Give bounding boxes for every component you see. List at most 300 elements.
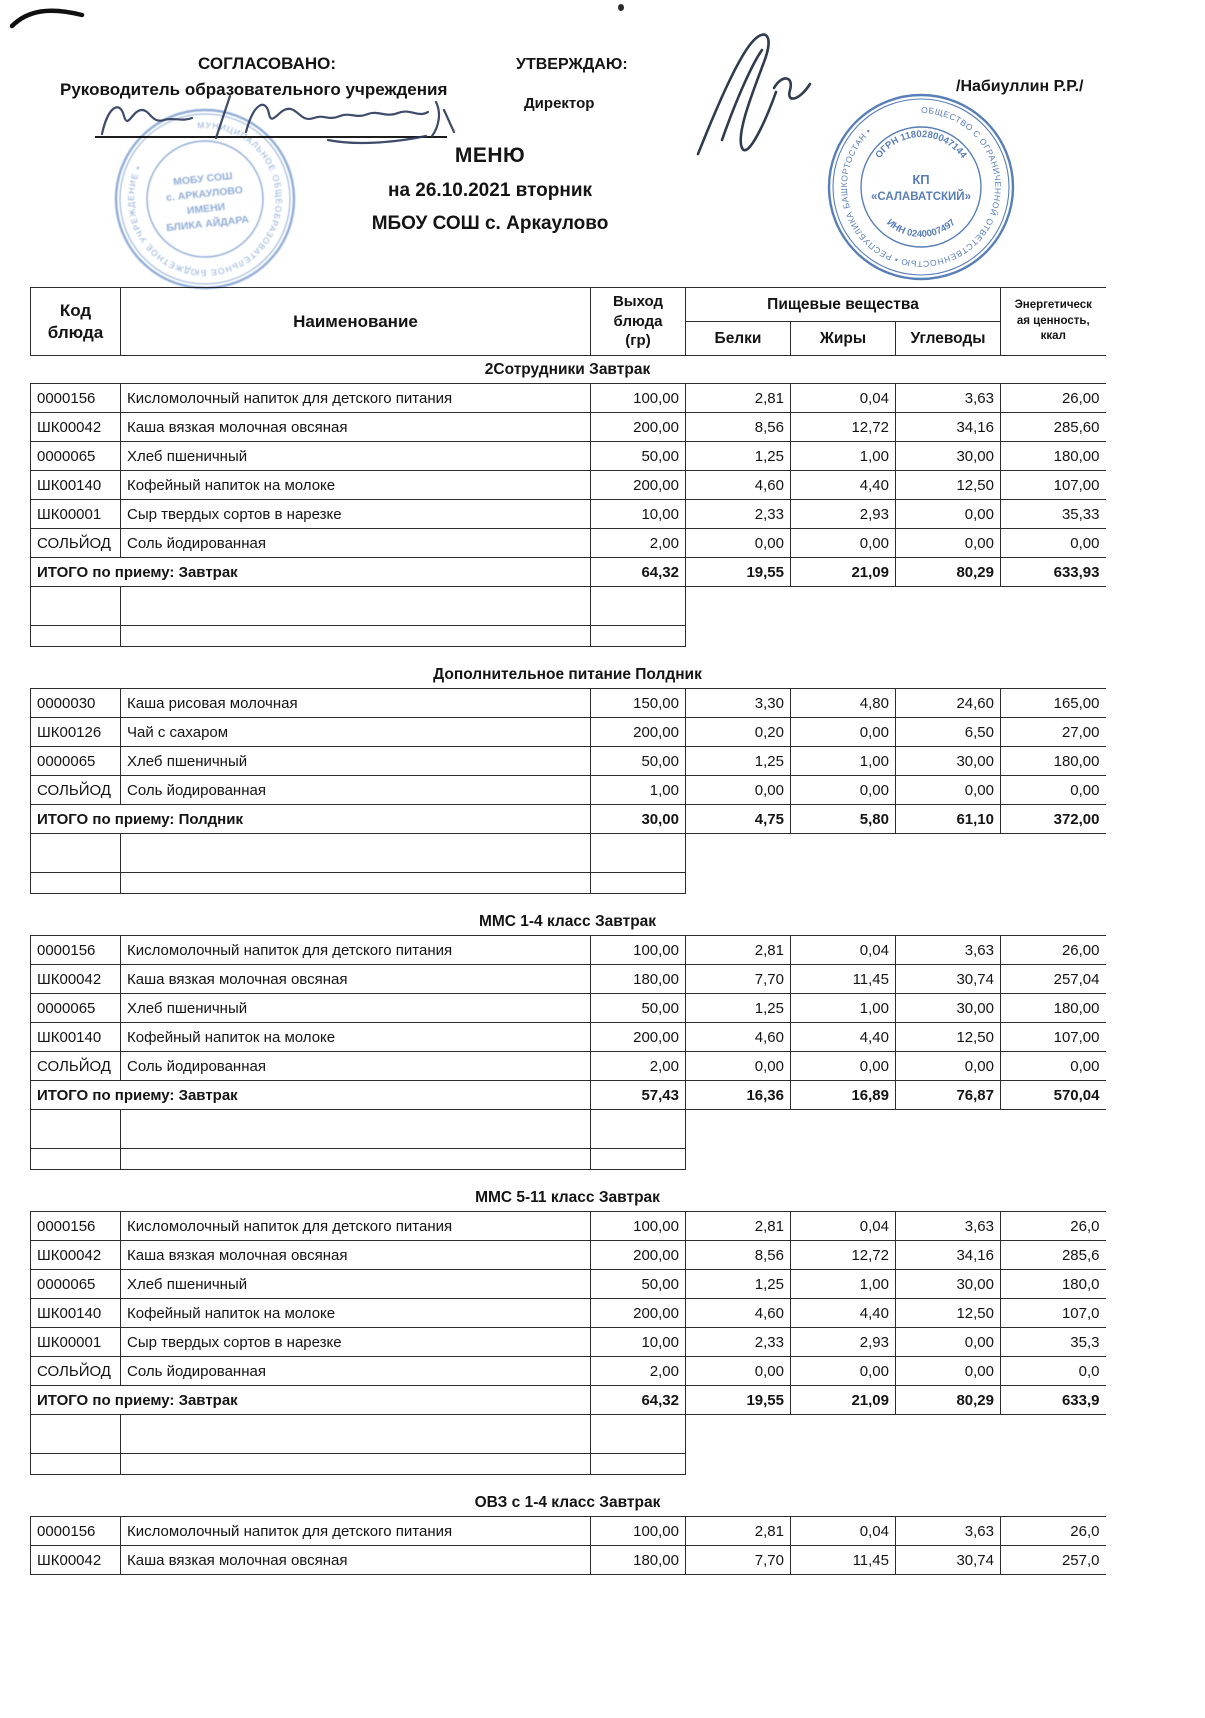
company-stamp-kp: КП xyxy=(912,172,930,187)
dish-row xyxy=(31,1270,1106,1299)
dish-energy: 257,0 xyxy=(1001,1546,1106,1575)
section-title: Дополнительное питание Полдник xyxy=(433,666,702,683)
dish-protein: 2,81 xyxy=(686,1517,791,1546)
dish-carbs: 30,00 xyxy=(896,994,1001,1023)
menu-section-table-2 xyxy=(30,935,1106,1170)
menu-header-table xyxy=(30,287,1106,356)
empty-cell-borderless xyxy=(686,873,1106,894)
dish-carbs: 30,74 xyxy=(896,965,1001,994)
dish-carbs: 12,50 xyxy=(896,1299,1001,1328)
total-row xyxy=(31,1386,1106,1415)
empty-cell xyxy=(591,587,686,626)
empty-cell xyxy=(121,834,591,873)
total-output: 57,43 xyxy=(591,1081,686,1110)
dish-name: Кофейный напиток на молоке xyxy=(121,1023,591,1052)
dish-energy: 26,0 xyxy=(1001,1212,1106,1241)
section-title: 2Сотрудники Завтрак xyxy=(484,361,651,378)
col-header-output-line1: Выход xyxy=(612,293,664,311)
dish-output: 150,00 xyxy=(591,689,686,718)
dish-carbs: 12,50 xyxy=(896,1023,1001,1052)
dish-carbs: 0,00 xyxy=(896,500,1001,529)
empty-row xyxy=(31,1110,1106,1149)
total-label: ИТОГО по приему: Завтрак xyxy=(31,1081,591,1110)
total-energy: 633,9 xyxy=(1001,1386,1106,1415)
dish-name: Каша рисовая молочная xyxy=(121,689,591,718)
dish-energy: 180,00 xyxy=(1001,994,1106,1023)
dish-protein: 0,00 xyxy=(686,529,791,558)
dish-row xyxy=(31,1212,1106,1241)
dish-output: 2,00 xyxy=(591,529,686,558)
dish-fat: 0,00 xyxy=(791,1357,896,1386)
empty-cell xyxy=(591,1454,686,1475)
dish-code: ШК00042 xyxy=(31,1241,121,1270)
dish-code: 0000065 xyxy=(31,994,121,1023)
empty-cell-borderless xyxy=(686,1454,1106,1475)
empty-cell xyxy=(591,1149,686,1170)
dish-output: 50,00 xyxy=(591,442,686,471)
empty-row xyxy=(31,1454,1106,1475)
dish-output: 2,00 xyxy=(591,1052,686,1081)
empty-cell xyxy=(31,587,121,626)
menu-section-table-1 xyxy=(30,688,1106,894)
dish-output: 200,00 xyxy=(591,718,686,747)
approved-role-label: Директор xyxy=(524,95,595,112)
dish-name: Каша вязкая молочная овсяная xyxy=(121,965,591,994)
col-header-energy-line1: Энергетическ xyxy=(1014,299,1092,312)
menu-sections xyxy=(30,356,1135,1575)
dish-output: 50,00 xyxy=(591,747,686,776)
dish-protein: 1,25 xyxy=(686,994,791,1023)
menu-body xyxy=(30,287,1135,1575)
section-title: ММС 1-4 класс Завтрак xyxy=(478,913,657,930)
empty-cell xyxy=(121,626,591,647)
empty-cell xyxy=(31,834,121,873)
total-protein: 19,55 xyxy=(686,558,791,587)
dish-carbs: 0,00 xyxy=(896,1328,1001,1357)
empty-cell xyxy=(121,1415,591,1454)
dish-name: Кисломолочный напиток для детского питания xyxy=(121,936,591,965)
dish-name: Соль йодированная xyxy=(121,1052,591,1081)
dish-name: Кофейный напиток на молоке xyxy=(121,471,591,500)
dish-energy: 0,0 xyxy=(1001,1357,1106,1386)
school-stamp-ring-text: МУНИЦИПАЛЬНОЕ ОБЩЕОБРАЗОВАТЕЛЬНОЕ БЮДЖЕТНОЕ УЧРЕЖДЕНИЕ • xyxy=(125,119,285,279)
dish-output: 10,00 xyxy=(591,1328,686,1357)
dish-protein: 0,00 xyxy=(686,1357,791,1386)
dish-fat: 1,00 xyxy=(791,747,896,776)
dish-fat: 4,40 xyxy=(791,1299,896,1328)
dish-row xyxy=(31,529,1106,558)
dish-protein: 2,81 xyxy=(686,936,791,965)
dish-output: 180,00 xyxy=(591,965,686,994)
empty-cell xyxy=(31,873,121,894)
dish-code: СОЛЬЙОД xyxy=(31,1357,121,1386)
dish-protein: 7,70 xyxy=(686,965,791,994)
dish-fat: 1,00 xyxy=(791,442,896,471)
dish-code: ШК00140 xyxy=(31,1023,121,1052)
total-label: ИТОГО по приему: Полдник xyxy=(31,805,591,834)
total-carbs: 61,10 xyxy=(896,805,1001,834)
total-row xyxy=(31,558,1106,587)
total-carbs: 80,29 xyxy=(896,558,1001,587)
dish-carbs: 0,00 xyxy=(896,1052,1001,1081)
dish-energy: 27,00 xyxy=(1001,718,1106,747)
col-header-energy-line3: ккал xyxy=(1040,330,1066,343)
dish-carbs: 34,16 xyxy=(896,413,1001,442)
dish-row xyxy=(31,471,1106,500)
dish-protein: 0,00 xyxy=(686,776,791,805)
empty-cell xyxy=(591,626,686,647)
dish-row xyxy=(31,776,1106,805)
total-energy: 372,00 xyxy=(1001,805,1106,834)
dish-carbs: 3,63 xyxy=(896,384,1001,413)
dish-row xyxy=(31,994,1106,1023)
dish-output: 1,00 xyxy=(591,776,686,805)
empty-cell xyxy=(121,587,591,626)
dish-protein: 4,60 xyxy=(686,1023,791,1052)
dish-fat: 0,04 xyxy=(791,1517,896,1546)
dish-name: Хлеб пшеничный xyxy=(121,747,591,776)
total-fat: 5,80 xyxy=(791,805,896,834)
dish-row xyxy=(31,500,1106,529)
dish-name: Кисломолочный напиток для детского питания xyxy=(121,384,591,413)
dish-protein: 0,20 xyxy=(686,718,791,747)
col-header-nutrients: Пищевые вещества xyxy=(686,288,1001,322)
dish-protein: 1,25 xyxy=(686,747,791,776)
dish-row xyxy=(31,1546,1106,1575)
dish-code: 0000065 xyxy=(31,442,121,471)
dish-output: 200,00 xyxy=(591,413,686,442)
dish-name: Соль йодированная xyxy=(121,776,591,805)
dish-name: Каша вязкая молочная овсяная xyxy=(121,1241,591,1270)
dish-fat: 0,04 xyxy=(791,936,896,965)
dish-name: Кисломолочный напиток для детского питания xyxy=(121,1517,591,1546)
menu-title: МЕНЮ xyxy=(454,144,526,167)
dish-code: 0000156 xyxy=(31,1212,121,1241)
dish-energy: 26,00 xyxy=(1001,936,1106,965)
empty-row xyxy=(31,1149,1106,1170)
dish-fat: 0,04 xyxy=(791,384,896,413)
dish-row xyxy=(31,718,1106,747)
dish-fat: 2,93 xyxy=(791,500,896,529)
dish-row xyxy=(31,747,1106,776)
dish-row xyxy=(31,1241,1106,1270)
empty-row xyxy=(31,1415,1106,1454)
dish-output: 200,00 xyxy=(591,1241,686,1270)
dish-fat: 2,93 xyxy=(791,1328,896,1357)
total-output: 30,00 xyxy=(591,805,686,834)
total-output: 64,32 xyxy=(591,558,686,587)
dish-energy: 180,00 xyxy=(1001,747,1106,776)
dish-energy: 180,00 xyxy=(1001,442,1106,471)
dish-code: ШК00042 xyxy=(31,965,121,994)
dish-output: 10,00 xyxy=(591,500,686,529)
dish-name: Соль йодированная xyxy=(121,529,591,558)
dish-fat: 4,40 xyxy=(791,471,896,500)
dish-carbs: 24,60 xyxy=(896,689,1001,718)
dish-name: Каша вязкая молочная овсяная xyxy=(121,413,591,442)
dish-protein: 1,25 xyxy=(686,442,791,471)
col-header-fat: Жиры xyxy=(791,322,896,356)
company-stamp-ring-text: ОБЩЕСТВО С ОГРАНИЧЕННОЙ ОТВЕТСТВЕННОСТЬЮ • РЕСПУБЛИКА БАШКОРТОСТАН • xyxy=(838,104,1004,270)
dish-protein: 0,00 xyxy=(686,1052,791,1081)
dish-name: Соль йодированная xyxy=(121,1357,591,1386)
dish-row xyxy=(31,1357,1106,1386)
total-row xyxy=(31,1081,1106,1110)
dish-fat: 11,45 xyxy=(791,965,896,994)
dish-row xyxy=(31,965,1106,994)
signature-principal xyxy=(88,88,468,152)
dish-code: 0000030 xyxy=(31,689,121,718)
total-fat: 21,09 xyxy=(791,1386,896,1415)
empty-row xyxy=(31,626,1106,647)
total-energy: 570,04 xyxy=(1001,1081,1106,1110)
dish-protein: 8,56 xyxy=(686,413,791,442)
dish-code: ШК00140 xyxy=(31,471,121,500)
dish-carbs: 3,63 xyxy=(896,1517,1001,1546)
dish-output: 100,00 xyxy=(591,1212,686,1241)
dish-protein: 4,60 xyxy=(686,1299,791,1328)
empty-cell-borderless xyxy=(686,587,1106,626)
menu-date: на 26.10.2021 вторник xyxy=(387,180,593,201)
dish-code: 0000065 xyxy=(31,747,121,776)
dish-carbs: 6,50 xyxy=(896,718,1001,747)
company-stamp-inn: ИНН 0240007497 xyxy=(884,217,958,241)
dish-row xyxy=(31,1328,1106,1357)
col-header-energy-line2: ая ценность, xyxy=(1016,314,1090,327)
dish-fat: 12,72 xyxy=(791,413,896,442)
dish-code: 0000156 xyxy=(31,936,121,965)
dish-name: Каша вязкая молочная овсяная xyxy=(121,1546,591,1575)
empty-cell xyxy=(31,1415,121,1454)
dish-energy: 107,0 xyxy=(1001,1299,1106,1328)
dish-carbs: 34,16 xyxy=(896,1241,1001,1270)
menu-school: МБОУ СОШ с. Аркаулово xyxy=(371,213,609,234)
empty-cell xyxy=(31,1454,121,1475)
dish-carbs: 3,63 xyxy=(896,936,1001,965)
dish-energy: 0,00 xyxy=(1001,529,1106,558)
dish-protein: 2,33 xyxy=(686,1328,791,1357)
dish-row xyxy=(31,413,1106,442)
dish-carbs: 3,63 xyxy=(896,1212,1001,1241)
col-header-energy xyxy=(1001,288,1106,356)
col-header-code-line2: блюда xyxy=(47,322,104,342)
section-title: ММС 5-11 класс Завтрак xyxy=(475,1189,660,1206)
dish-code: ШК00140 xyxy=(31,1299,121,1328)
dish-carbs: 30,00 xyxy=(896,1270,1001,1299)
dish-name: Кофейный напиток на молоке xyxy=(121,1299,591,1328)
empty-cell xyxy=(31,1149,121,1170)
dish-carbs: 0,00 xyxy=(896,776,1001,805)
total-protein: 4,75 xyxy=(686,805,791,834)
empty-row xyxy=(31,587,1106,626)
empty-row xyxy=(31,873,1106,894)
dish-output: 100,00 xyxy=(591,384,686,413)
dish-code: СОЛЬЙОД xyxy=(31,776,121,805)
col-header-protein: Белки xyxy=(686,322,791,356)
empty-cell-borderless xyxy=(686,834,1106,873)
dish-output: 180,00 xyxy=(591,1546,686,1575)
agreed-role-label: Руководитель образовательного учреждения xyxy=(60,80,448,99)
empty-cell xyxy=(31,1110,121,1149)
dish-output: 100,00 xyxy=(591,936,686,965)
dish-fat: 0,00 xyxy=(791,529,896,558)
section-title: ОВЗ с 1-4 класс Завтрак xyxy=(474,1494,661,1511)
empty-cell-borderless xyxy=(686,1149,1106,1170)
dish-name: Кисломолочный напиток для детского питания xyxy=(121,1212,591,1241)
dish-fat: 4,40 xyxy=(791,1023,896,1052)
scan-artifact-dot xyxy=(618,4,624,11)
empty-cell-borderless xyxy=(686,1415,1106,1454)
total-protein: 16,36 xyxy=(686,1081,791,1110)
empty-cell xyxy=(121,1149,591,1170)
total-label: ИТОГО по приему: Завтрак xyxy=(31,558,591,587)
dish-code: ШК00001 xyxy=(31,1328,121,1357)
dish-protein: 2,33 xyxy=(686,500,791,529)
svg-text:ОГРН 1180280047144 xyxy=(873,129,969,161)
dish-row xyxy=(31,442,1106,471)
agreed-label: СОГЛАСОВАНО: xyxy=(198,54,337,73)
dish-energy: 180,0 xyxy=(1001,1270,1106,1299)
svg-text:ИНН 0240007497 xyxy=(884,217,957,240)
total-fat: 21,09 xyxy=(791,558,896,587)
approved-label: УТВЕРЖДАЮ: xyxy=(516,56,628,73)
dish-energy: 0,00 xyxy=(1001,1052,1106,1081)
dish-row xyxy=(31,1052,1106,1081)
dish-protein: 2,81 xyxy=(686,1212,791,1241)
dish-row xyxy=(31,1517,1106,1546)
empty-cell-borderless xyxy=(686,626,1106,647)
empty-cell xyxy=(591,873,686,894)
total-row xyxy=(31,805,1106,834)
dish-output: 2,00 xyxy=(591,1357,686,1386)
dish-code: СОЛЬЙОД xyxy=(31,1052,121,1081)
dish-fat: 0,00 xyxy=(791,718,896,747)
dish-protein: 8,56 xyxy=(686,1241,791,1270)
total-label: ИТОГО по приему: Завтрак xyxy=(31,1386,591,1415)
empty-cell xyxy=(121,1454,591,1475)
dish-row xyxy=(31,689,1106,718)
col-header-code-line1: Код xyxy=(59,301,92,321)
empty-cell-borderless xyxy=(686,1110,1106,1149)
col-header-carbs: Углеводы xyxy=(896,322,1001,356)
dish-energy: 0,00 xyxy=(1001,776,1106,805)
empty-cell xyxy=(121,1110,591,1149)
menu-section-table-0 xyxy=(30,383,1106,647)
dish-code: ШК00126 xyxy=(31,718,121,747)
dish-energy: 107,00 xyxy=(1001,471,1106,500)
dish-code: ШК00042 xyxy=(31,413,121,442)
col-header-output-line3: (гр) xyxy=(625,332,651,350)
school-stamp-line1: МОБУ СОШ xyxy=(172,170,234,189)
col-header-output xyxy=(591,288,686,356)
dish-code: 0000156 xyxy=(31,384,121,413)
dish-name: Хлеб пшеничный xyxy=(121,442,591,471)
dish-energy: 35,33 xyxy=(1001,500,1106,529)
total-energy: 633,93 xyxy=(1001,558,1106,587)
dish-output: 200,00 xyxy=(591,1023,686,1052)
col-header-code xyxy=(31,288,121,356)
dish-code: ШК00042 xyxy=(31,1546,121,1575)
dish-code: ШК00001 xyxy=(31,500,121,529)
menu-section-table-4 xyxy=(30,1516,1106,1575)
total-output: 64,32 xyxy=(591,1386,686,1415)
empty-cell xyxy=(591,1415,686,1454)
empty-row xyxy=(31,834,1106,873)
col-header-name: Наименование xyxy=(121,288,591,356)
scan-artifact-corner xyxy=(6,2,90,34)
empty-cell xyxy=(591,834,686,873)
company-stamp xyxy=(826,92,1016,282)
col-header-output-line2: блюда xyxy=(613,312,663,330)
dish-output: 50,00 xyxy=(591,994,686,1023)
dish-fat: 12,72 xyxy=(791,1241,896,1270)
dish-code: 0000156 xyxy=(31,1517,121,1546)
school-stamp-line3: ИМЕНИ xyxy=(186,200,226,217)
dish-energy: 285,6 xyxy=(1001,1241,1106,1270)
company-stamp-name: «САЛАВАТСКИЙ» xyxy=(871,191,971,203)
dish-protein: 2,81 xyxy=(686,384,791,413)
dish-name: Чай с сахаром xyxy=(121,718,591,747)
dish-energy: 35,3 xyxy=(1001,1328,1106,1357)
dish-carbs: 30,00 xyxy=(896,442,1001,471)
dish-row xyxy=(31,1023,1106,1052)
dish-row xyxy=(31,936,1106,965)
school-stamp-line4: БЛИКА АЙДАРА xyxy=(165,213,250,235)
dish-fat: 0,00 xyxy=(791,776,896,805)
dish-fat: 4,80 xyxy=(791,689,896,718)
dish-carbs: 0,00 xyxy=(896,529,1001,558)
dish-output: 50,00 xyxy=(591,1270,686,1299)
dish-energy: 26,00 xyxy=(1001,384,1106,413)
dish-row xyxy=(31,1299,1106,1328)
dish-output: 200,00 xyxy=(591,1299,686,1328)
total-protein: 19,55 xyxy=(686,1386,791,1415)
dish-fat: 0,04 xyxy=(791,1212,896,1241)
dish-name: Сыр твердых сортов в нарезке xyxy=(121,1328,591,1357)
dish-fat: 1,00 xyxy=(791,994,896,1023)
dish-fat: 11,45 xyxy=(791,1546,896,1575)
dish-name: Сыр твердых сортов в нарезке xyxy=(121,500,591,529)
dish-protein: 7,70 xyxy=(686,1546,791,1575)
empty-cell xyxy=(31,626,121,647)
dish-energy: 165,00 xyxy=(1001,689,1106,718)
company-stamp-ogrn: ОГРН 1180280047144 xyxy=(873,128,969,161)
dish-protein: 1,25 xyxy=(686,1270,791,1299)
dish-energy: 107,00 xyxy=(1001,1023,1106,1052)
dish-energy: 26,0 xyxy=(1001,1517,1106,1546)
empty-cell xyxy=(591,1110,686,1149)
dish-row xyxy=(31,384,1106,413)
dish-code: СОЛЬЙОД xyxy=(31,529,121,558)
empty-cell xyxy=(121,873,591,894)
dish-carbs: 12,50 xyxy=(896,471,1001,500)
director-name: /Набиуллин Р.Р./ xyxy=(956,78,1084,95)
signature-director xyxy=(662,22,832,172)
dish-output: 100,00 xyxy=(591,1517,686,1546)
dish-code: 0000065 xyxy=(31,1270,121,1299)
dish-carbs: 30,74 xyxy=(896,1546,1001,1575)
dish-protein: 3,30 xyxy=(686,689,791,718)
total-carbs: 76,87 xyxy=(896,1081,1001,1110)
dish-carbs: 0,00 xyxy=(896,1357,1001,1386)
dish-fat: 0,00 xyxy=(791,1052,896,1081)
dish-protein: 4,60 xyxy=(686,471,791,500)
menu-section-table-3 xyxy=(30,1211,1106,1475)
dish-energy: 285,60 xyxy=(1001,413,1106,442)
school-stamp-line2: с. АРКАУЛОВО xyxy=(165,184,244,205)
dish-name: Хлеб пшеничный xyxy=(121,994,591,1023)
dish-carbs: 30,00 xyxy=(896,747,1001,776)
